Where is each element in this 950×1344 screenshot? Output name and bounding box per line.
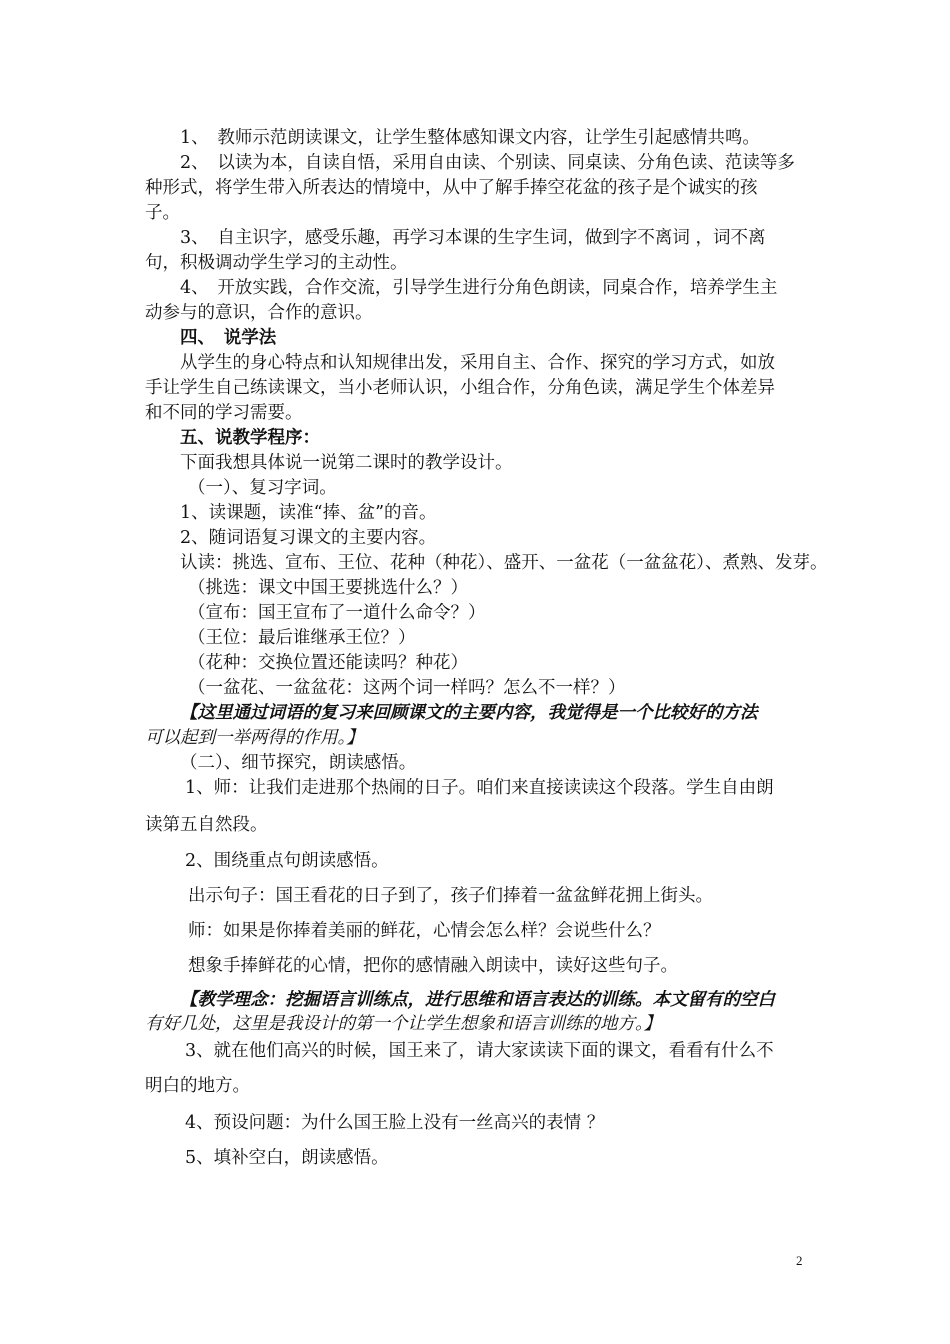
text-line: （挑选：课文中国王要挑选什么？） (188, 578, 468, 598)
text-line: 4、预设问题：为什么国王脸上没有一丝高兴的表情 ？ (185, 1113, 605, 1133)
text-line: （一）、复习字词。 (188, 478, 337, 498)
text-line: 2、围绕重点句朗读感悟。 (185, 851, 389, 871)
text-line: （二）、细节探究，朗读感悟。 (180, 753, 417, 773)
text-line: 3、就在他们高兴的时候，国王来了，请大家读读下面的课文，看看有什么不 (185, 1041, 774, 1061)
text-line: 5、填补空白，朗读感悟。 (185, 1148, 389, 1168)
text-line: 句，积极调动学生学习的主动性。 (145, 253, 408, 273)
text-line: （花种：交换位置还能读吗？种花） (188, 653, 468, 673)
text-line: 认读：挑选、宣布、王位、花种（种花）、盛开、一盆花（一盆盆花）、煮熟、发芽。 (180, 553, 828, 573)
text-line: 1、 教师示范朗读课文，让学生整体感知课文内容，让学生引起感情共鸣。 (180, 128, 760, 148)
text-line: 出示句子：国王看花的日子到了，孩子们捧着一盆盆鲜花拥上街头。 (188, 886, 713, 906)
text-line: （王位：最后谁继承王位？） (188, 628, 416, 648)
text-line: 2、 以读为本，自读自悟，采用自由读、个别读、同桌读、分角色读、范读等多 (180, 153, 795, 173)
text-line: 下面我想具体说一说第二课时的教学设计。 (180, 453, 513, 473)
text-line: （一盆花、一盆盆花：这两个词一样吗？怎么不一样？） (188, 678, 626, 698)
text-line: 1、师：让我们走进那个热闹的日子。咱们来直接读读这个段落。学生自由朗 (185, 778, 774, 798)
text-line: 师：如果是你捧着美丽的鲜花，心情会怎么样？会说些什么？ (188, 921, 661, 941)
text-line: 3、 自主识字，感受乐趣，再学习本课的生字生词，做到字不离词 ，词不离 (180, 228, 766, 248)
text-line: 明白的地方。 (145, 1076, 250, 1096)
text-line: （宣布：国王宣布了一道什么命令？） (188, 603, 486, 623)
text-line: 读第五自然段。 (145, 815, 268, 835)
section-heading: 五、说教学程序： (180, 428, 320, 448)
text-line: 手让学生自己练读课文，当小老师认识，小组合作，分角色读，满足学生个体差异 (145, 378, 775, 398)
text-line: 子。 (145, 203, 180, 223)
text-line: 和不同的学习需要。 (145, 403, 303, 423)
text-line: 2、随词语复习课文的主要内容。 (180, 528, 437, 548)
text-line: 想象手捧鲜花的心情，把你的感情融入朗读中，读好这些句子。 (188, 956, 678, 976)
text-line: 从学生的身心特点和认知规律出发，采用自主、合作、探究的学习方式，如放 (180, 353, 775, 373)
note-line: 有好几处，这里是我设计的第一个让学生想象和语言训练的地方。】 (145, 1014, 662, 1034)
note-line: 【教学理念：挖掘语言训练点，进行思维和语言表达的训练。本文留有的空白 (180, 990, 775, 1010)
note-line: 【这里通过词语的复习来回顾课文的主要内容，我觉得是一个比较好的方法 (180, 703, 758, 723)
note-line: 可以起到一举两得的作用。】 (145, 728, 364, 748)
text-line: 种形式，将学生带入所表达的情境中，从中了解手捧空花盆的孩子是个诚实的孩 (145, 178, 758, 198)
text-line: 动参与的意识，合作的意识。 (145, 303, 373, 323)
section-heading: 四、 说学法 (180, 328, 277, 348)
page-number: 2 (796, 1253, 803, 1268)
text-line: 1、读课题，读准“捧、盆”的音。 (180, 503, 437, 523)
text-line: 4、 开放实践，合作交流，引导学生进行分角色朗读，同桌合作，培养学生主 (180, 278, 778, 298)
